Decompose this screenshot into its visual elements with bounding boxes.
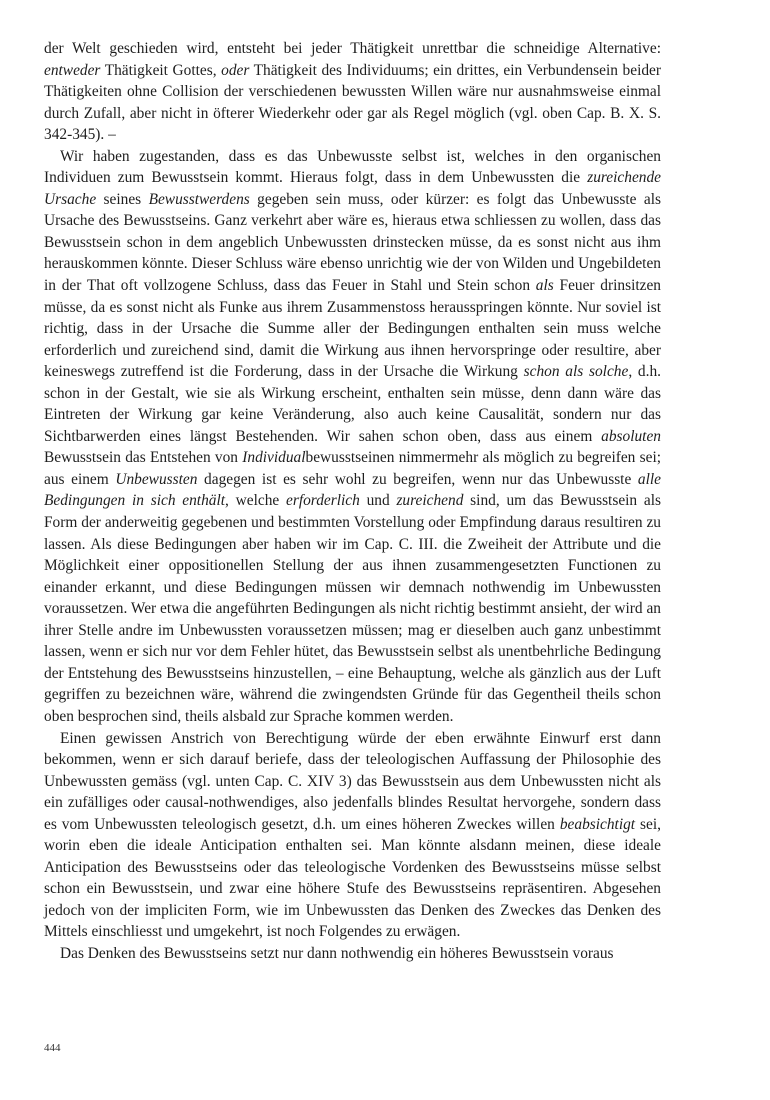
text-run: der Welt geschieden wird, entsteht bei jeder Thätigkeit unrettbar die schneidige Alternative:: [44, 40, 661, 57]
text-run: Thätigkeit Gottes,: [100, 61, 222, 79]
emphasis-text: oder: [221, 61, 250, 79]
emphasis-text: schon als solche: [523, 363, 629, 381]
text-run: , welche: [225, 492, 286, 510]
paragraph-2: [44, 146, 661, 728]
text-run: Thätigkeit des Individuums; ein drittes, ein Verbundensein beider Thätigkeiten ohne Collision der verschiedenen bewussten Willen wäre nur ausnahmsweise einmal durch Zufall, aber nicht in öfterer Wiederkehr oder gar als Regel möglich (vgl. oben Cap. B. X. S. 342-345). –: [44, 61, 661, 144]
text-run: sei, worin eben die ideale Anticipation enthalten sei. Man könnte alsdann meinen, diese ideale Anticipation des Bewusstseins oder das teleologische Vordenken des Bewusstseins müsse selbst schon ein Bewusstsein, und zwar eine höhere Stufe des Bewusstseins repräsentiren. Abgesehen jedoch von der impliciten Form, wie im Unbewussten das Denken des Zweckes das Denken des Mittels einschliesst und umgekehrt, ist noch Folgendes zu erwägen.: [44, 815, 661, 941]
text-run: Einen gewissen Anstrich von Berechtigung würde der eben erwähnte Einwurf erst dann bekommen, wenn er sich darauf beriefe, dass der teleologischen Auffassung der Philosophie des Unbewussten gemäss (vgl. unten Cap. C. XIV 3) das Bewusstsein aus dem Unbewussten nicht als ein zufälliges oder causal-nothwendiges, also jedenfalls blindes Resultat hervorgehe, sondern dass es vom Unbewussten teleologisch gesetzt, d.h. um eines höheren Zweckes willen: [44, 729, 661, 833]
text-run: und: [359, 492, 397, 510]
emphasis-text: beabsichtigt: [559, 815, 636, 833]
page-number: 444: [44, 1042, 61, 1054]
text-run: Bewusstsein das Entstehen von: [44, 449, 243, 467]
paragraph-3: [44, 728, 661, 943]
emphasis-text: absoluten: [601, 427, 661, 445]
text-run: dagegen ist es sehr wohl zu begreifen, wenn nur das Unbewusste: [197, 470, 638, 488]
text-run: Feuer drinsitzen müsse, da es sonst nicht als Funke aus ihrem Zusammenstoss herausspringen könnte. Nur soviel ist richtig, dass in der Ursache die Summe aller der Bedingungen enthalten sein muss welche erforderlich und zureichend sind, damit die Wirkung aus ihnen hervorspringe oder resultire, aber keineswegs zutreffend ist die Forderung, dass in der Ursache die Wirkung: [44, 277, 661, 381]
text-run: sind, um das Bewusstsein als Form der anderweitig gegebenen und bestimmten Vorstellung oder Empfindung daraus resultiren zu lassen. Als diese Bedingungen aber haben wir im Cap. C. III. die Zweiheit der Attribute und die Möglichkeit einer oppositionellen Stellung der aus ihnen zusammengesetzten Functionen zu einander erkannt, und diese Bedingungen müssen wir demnach nothwendig im Unbewussten voraussetzen. Wer etwa die angeführten Bedingungen als nicht richtig bestimmt ansieht, der wird an ihrer Stelle andre im Unbewussten voraussetzen müssen; mag er dieselben auch ganz unbestimmt lassen, wenn er sich nur vor dem Fehler hütet, das Bewusstsein selbst als unentbehrliche Bedingung der Entstehung des Bewusstseins hinzustellen, – eine Behauptung, welche als gänzlich aus der Luft gegriffen zu bezeichnen wäre, während die zwingendsten Gründe für das Gegentheil theils schon oben besprochen sind, theils alsbald zur Sprache kommen werden.: [44, 492, 661, 725]
emphasis-text: entweder: [44, 61, 101, 79]
emphasis-text: erforderlich: [286, 492, 360, 510]
emphasis-text: alle Bedingungen in sich enthält: [44, 470, 661, 510]
emphasis-text: als: [535, 277, 554, 295]
emphasis-text: Bewusstwerdens: [148, 190, 250, 208]
emphasis-text: zureichende Ursache: [44, 169, 661, 208]
text-run: gegeben sein muss, oder kürzer: es folgt das Unbewusste als Ursache des Bewusstseins. Ganz verkehrt aber wäre es, hieraus etwa schliessen zu wollen, dass das Bewusstsein schon in dem angeblich Unbewussten drinstecken müsse, da es sonst nicht aus ihm herauskommen könnte. Dieser Schluss wäre ebenso unrichtig wie der von Wilden und Ungebildeten in der That oft vollzogene Schluss, dass das Feuer in Stahl und Stein schon: [44, 190, 661, 295]
text-run: Wir haben zugestanden, dass es das Unbewusste selbst ist, welches in den organischen Individuen zum Bewusstsein kommt. Hieraus folgt, dass in dem Unbewussten die: [44, 147, 661, 187]
page-body: [44, 38, 661, 965]
text-run: , d.h. schon in der Gestalt, wie sie als Wirkung erscheint, enthalten sein müsse, denn dann wäre das Eintreten der Wirkung gar keine Veränderung, also auch keine Causalität, sondern nur das Sichtbarwerden eines längst Bestehenden. Wir sahen schon oben, dass aus einem: [44, 363, 661, 445]
emphasis-text: zureichend: [396, 492, 464, 510]
paragraph-1: [44, 38, 661, 146]
paragraph-4: [44, 943, 661, 965]
text-run: seines: [96, 190, 149, 208]
emphasis-text: Individual: [242, 449, 306, 467]
emphasis-text: Unbewussten: [115, 470, 198, 488]
text-run: Das Denken des Bewusstseins setzt nur dann nothwendig ein höheres Bewusstsein voraus: [60, 944, 614, 962]
text-run: bewusstseinen nimmermehr als möglich zu begreifen sei; aus einem: [44, 449, 661, 488]
